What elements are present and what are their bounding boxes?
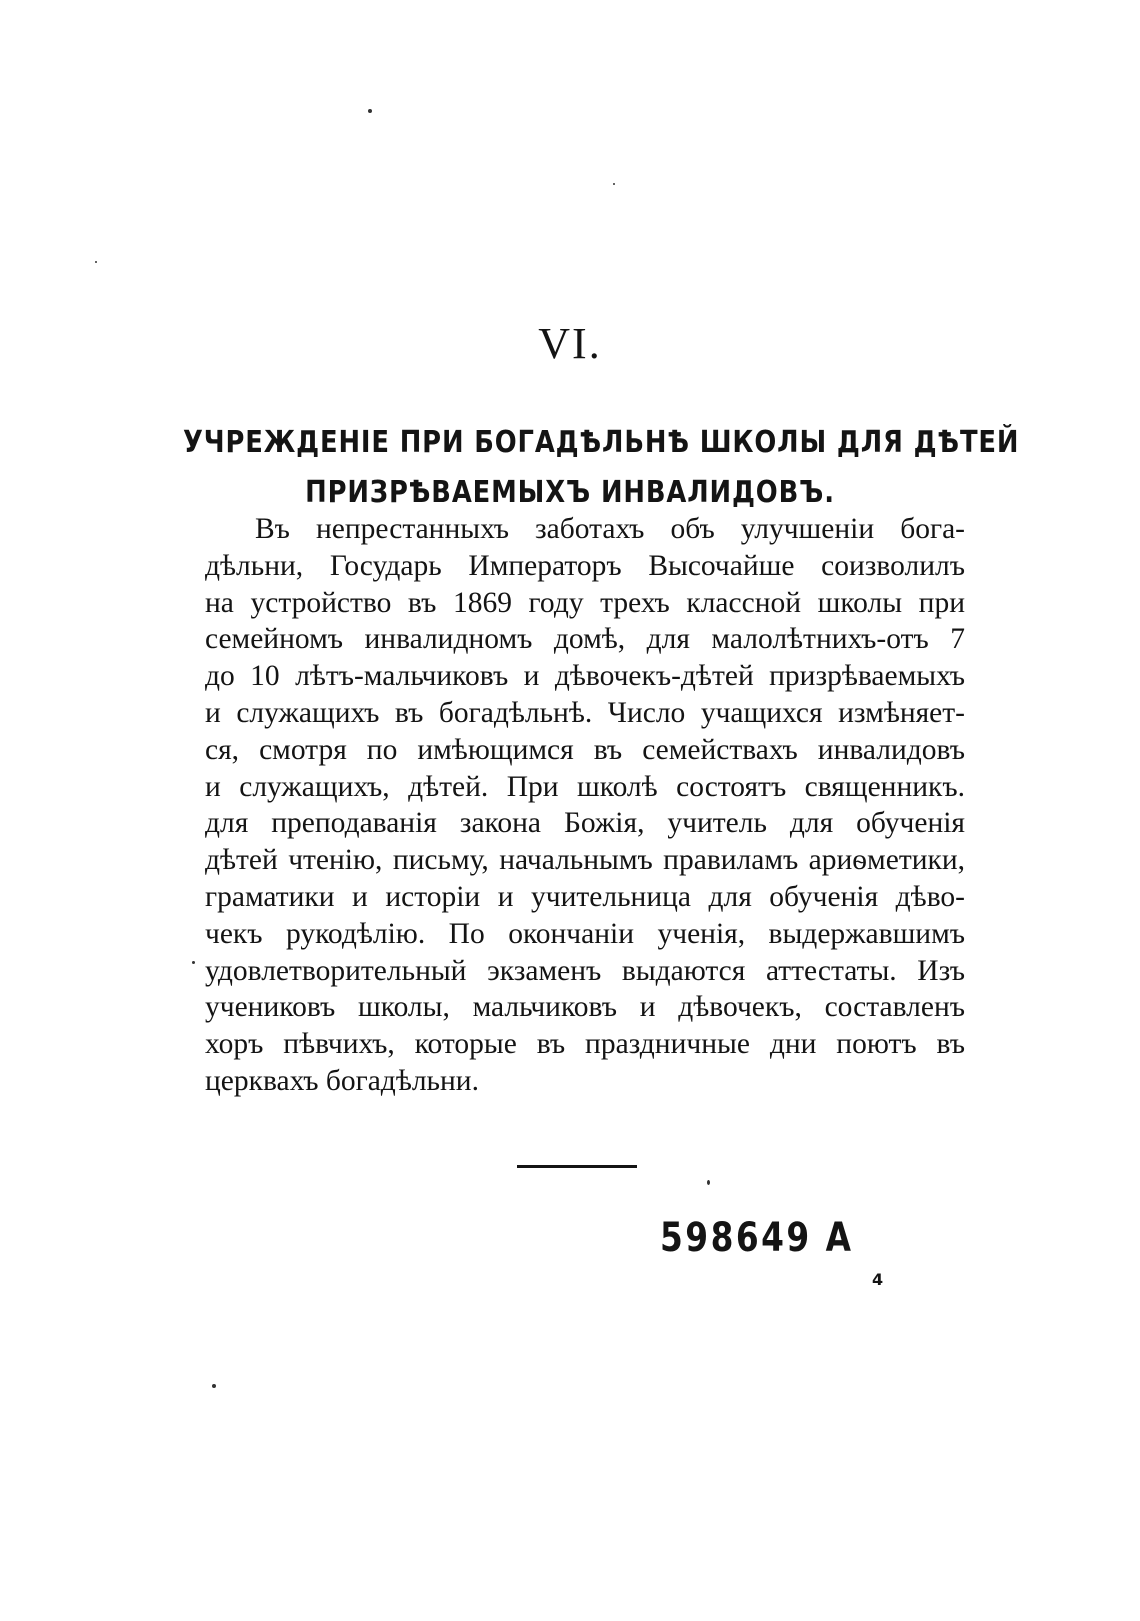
text-line: Въ непрестанныхъ заботахъ объ улучшеніи бога-	[255, 513, 965, 545]
text-line: учениковъ школы, мальчиковъ и дѣвочекъ, составленъ	[205, 991, 965, 1024]
section-divider	[517, 1165, 637, 1168]
text-line: и служащихъ, дѣтей. При школѣ состоятъ священникъ.	[205, 770, 965, 803]
ink-speck	[707, 1180, 710, 1185]
ink-speck	[192, 961, 195, 964]
text-line: дѣльни, Государь Императоръ Высочайше соизволилъ	[205, 549, 965, 582]
text-line: дѣтей чтенію, письму, начальнымъ правиламъ ариѳметики,	[205, 844, 965, 877]
ink-speck	[212, 1384, 216, 1388]
signature-mark: 4	[872, 1270, 884, 1289]
text-line: семейномъ инвалидномъ домѣ, для малолѣтнихъ-отъ 7	[205, 623, 965, 656]
ink-speck	[95, 261, 97, 263]
heading-line: УЧРЕЖДЕНІЕ ПРИ БОГАДѢЛЬНѢ ШКОЛЫ ДЛЯ ДѢТЕЙ	[183, 425, 1020, 460]
text-line: чекъ рукодѣлію. По окончаніи ученія, выдержавшимъ	[205, 917, 965, 950]
ink-speck	[613, 183, 615, 185]
text-line: хоръ пѣвчихъ, которые въ праздничные дни поютъ въ	[205, 1028, 965, 1061]
heading-line: ПРИЗРѢВАЕМЫХЪ ИНВАЛИДОВЪ.	[305, 475, 835, 510]
library-stamp: 598649 A	[660, 1215, 854, 1261]
text-line: церквахъ богадѣльни.	[205, 1064, 479, 1097]
text-line: до 10 лѣтъ-мальчиковъ и дѣвочекъ-дѣтей призрѣваемыхъ	[205, 660, 965, 693]
text-line: и служащихъ въ богадѣльнѣ. Число учащихся измѣняет-	[205, 696, 965, 729]
text-line: ся, смотря по имѣющимся въ семействахъ инвалидовъ	[205, 733, 965, 766]
body-paragraph	[205, 511, 965, 1100]
text-line: для преподаванія закона Божія, учитель для обученія	[205, 807, 965, 840]
text-line: граматики и исторіи и учительница для обученія дѣво-	[205, 880, 965, 913]
text-line: на устройство въ 1869 году трехъ классной школы при	[205, 586, 965, 619]
section-heading	[183, 418, 1020, 518]
chapter-number: VI.	[538, 319, 602, 368]
ink-speck	[368, 109, 372, 113]
text-line: удовлетворительный экзаменъ выдаются аттестаты. Изъ	[205, 954, 965, 987]
